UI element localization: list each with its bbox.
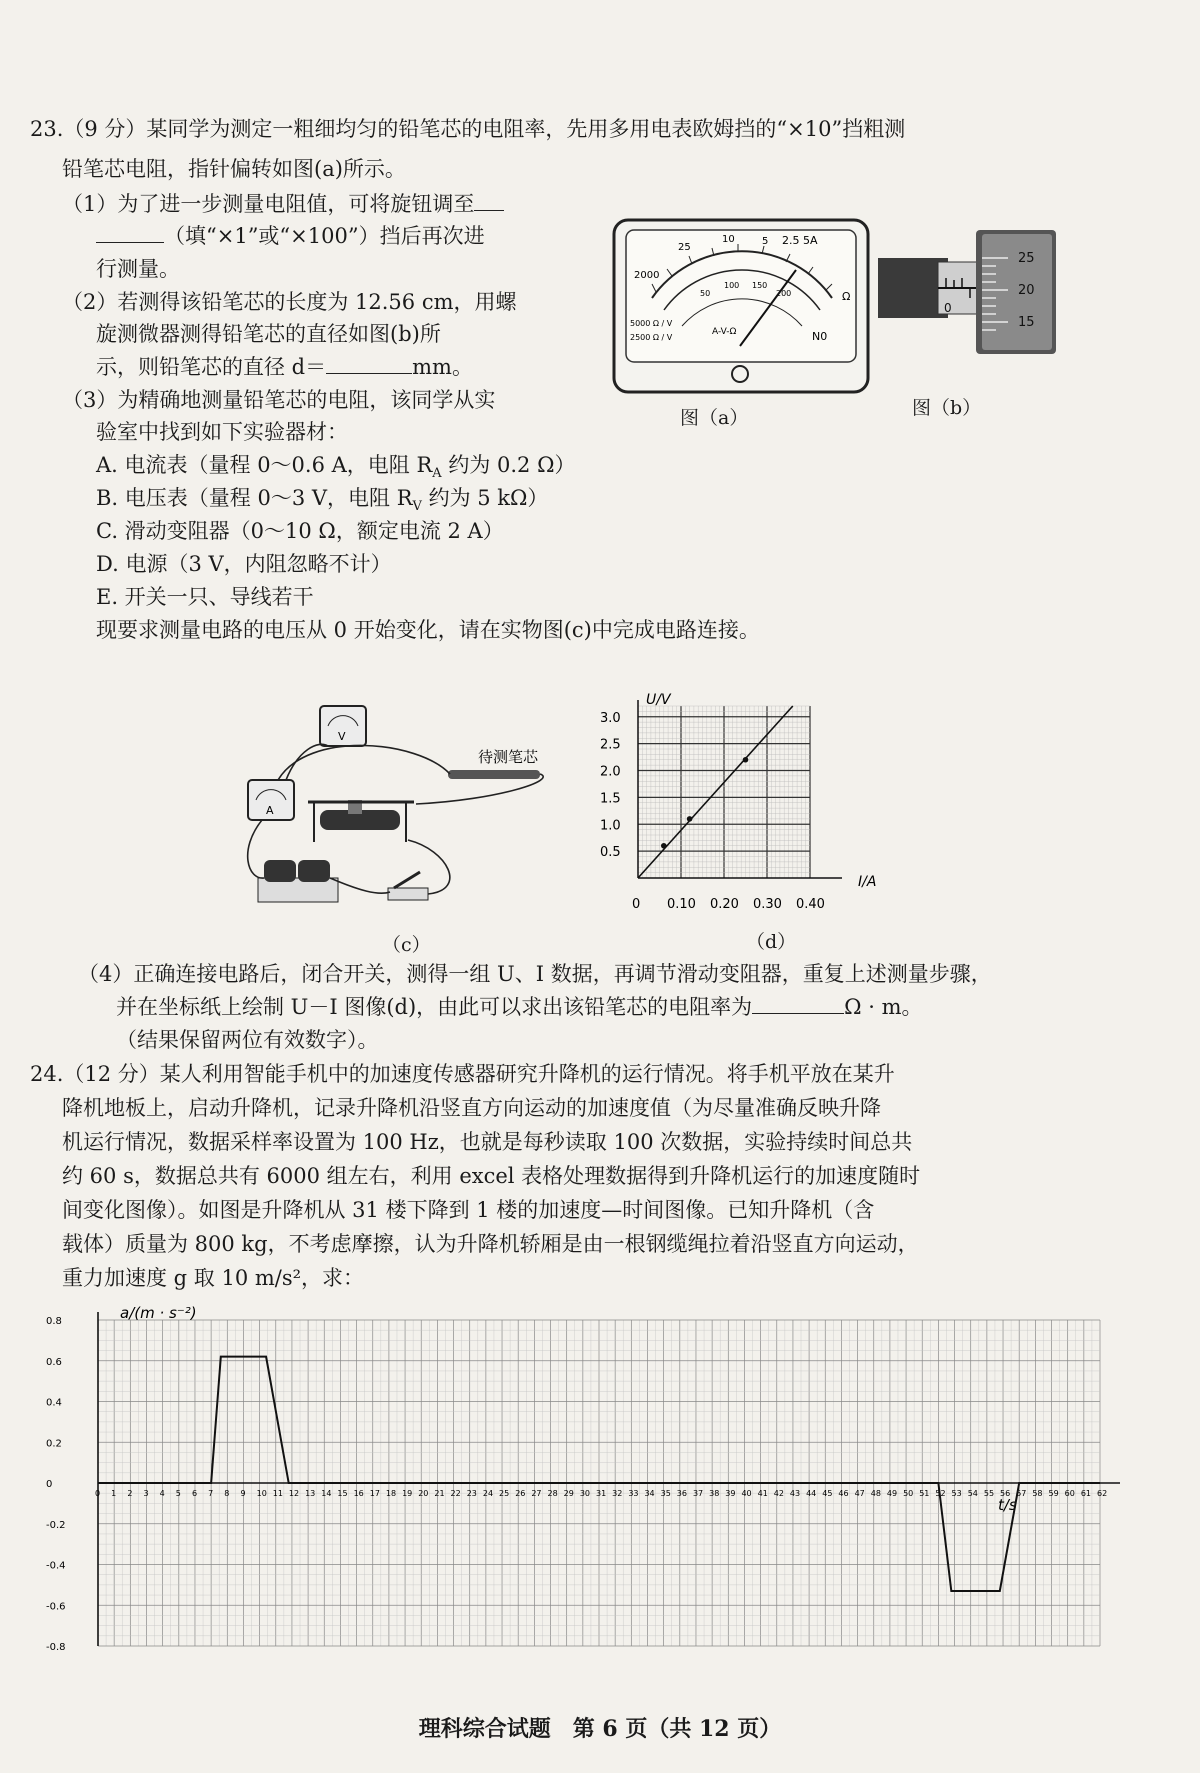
ui-x-tick: 0.40 xyxy=(796,897,825,912)
ui-data-point xyxy=(661,843,667,849)
at-x-tick: 39 xyxy=(725,1489,736,1498)
at-x-tick: 12 xyxy=(288,1489,300,1498)
page-footer: 理科综合试题 第 6 页（共 12 页） xyxy=(418,1716,782,1742)
at-x-tick: 32 xyxy=(612,1489,623,1498)
at-x-tick: 40 xyxy=(741,1489,752,1498)
micrometer-tick-15: 15 xyxy=(1018,315,1035,330)
meter-mid-50: 50 xyxy=(700,289,711,298)
ui-y-label: U/V xyxy=(646,692,671,708)
at-y-label: a/(m · s⁻²) xyxy=(120,1304,197,1322)
circuit-figure xyxy=(238,700,568,918)
ui-ticks xyxy=(600,711,825,912)
at-x-tick: 42 xyxy=(773,1489,784,1498)
q24-line1: 24.（12 分）某人利用智能手机中的加速度传感器研究升降机的运行情况。将手机平放在某升 xyxy=(30,1062,895,1086)
ui-y-tick: 0.5 xyxy=(600,845,621,861)
meter-ohm-symbol: Ω xyxy=(842,290,851,303)
q24-line6: 载体）质量为 800 kg，不考虑摩擦，认为升降机轿厢是由一根钢缆绳拉着沿竖直方向运动， xyxy=(62,1232,919,1256)
meter-mid-150: 150 xyxy=(752,281,768,290)
at-x-tick: 54 xyxy=(967,1489,978,1498)
at-y-tick: -0.8 xyxy=(46,1642,66,1653)
at-x-tick: 6 xyxy=(191,1489,198,1498)
at-x-tick: 44 xyxy=(806,1489,817,1498)
item-b-sub: V xyxy=(412,499,422,515)
acceleration-chart xyxy=(40,1300,1170,1670)
caption-a: 图（a） xyxy=(680,407,749,429)
at-x-tick: 28 xyxy=(547,1489,558,1498)
item-c: C. 滑动变阻器（0～10 Ω，额定电流 2 A） xyxy=(96,519,504,543)
at-x-tick: 49 xyxy=(886,1489,898,1498)
ui-y-tick: 2.5 xyxy=(600,737,621,753)
q23-part2-unit: mm。 xyxy=(412,355,473,379)
multimeter-figure xyxy=(612,218,870,394)
at-x-tick: 41 xyxy=(757,1489,768,1498)
ui-x-label: I/A xyxy=(858,874,877,890)
at-x-tick: 57 xyxy=(1016,1489,1027,1498)
at-x-tick: 47 xyxy=(854,1489,865,1498)
q23-part3-line2: 验室中找到如下实验器材： xyxy=(96,420,348,444)
at-x-tick: 46 xyxy=(838,1489,849,1498)
at-x-tick: 56 xyxy=(1000,1489,1011,1498)
ammeter xyxy=(248,780,294,820)
item-a xyxy=(96,451,576,488)
at-x-tick: 59 xyxy=(1048,1489,1059,1498)
at-x-tick: 5 xyxy=(175,1489,181,1498)
q24-line2: 降机地板上，启动升降机，记录升降机沿竖直方向运动的加速度值（为尽量准确反映升降 xyxy=(62,1096,881,1120)
q23-part1-text2: （填“×1”或“×100”）挡后再次进 xyxy=(164,224,485,248)
at-x-tick: 3 xyxy=(143,1489,149,1498)
at-x-tick: 8 xyxy=(224,1489,230,1498)
at-x-tick: 25 xyxy=(499,1489,510,1498)
meter-mid-200: 200 xyxy=(776,289,792,298)
q23-part1-line3: 行测量。 xyxy=(96,257,180,281)
at-x-tick: 24 xyxy=(482,1489,494,1498)
at-x-tick: 60 xyxy=(1064,1489,1075,1498)
q23-part4-text: 并在坐标纸上绘制 U－I 图像(d)，由此可以求出该铅笔芯的电阻率为 xyxy=(116,995,753,1019)
ui-y-tick: 1.0 xyxy=(600,818,621,834)
at-x-tick: 23 xyxy=(466,1489,477,1498)
at-x-tick: 48 xyxy=(870,1489,881,1498)
answer-blank xyxy=(752,993,844,1014)
at-x-tick: 53 xyxy=(951,1489,962,1498)
pencil-lead xyxy=(448,770,540,779)
meter-range: 2.5 5A xyxy=(782,234,818,247)
at-x-tick: 0 xyxy=(95,1489,101,1498)
at-x-tick: 11 xyxy=(272,1489,283,1498)
caption-d: （d） xyxy=(746,931,797,953)
ui-x-tick: 0.10 xyxy=(667,897,696,912)
meter-2000: 2000 xyxy=(634,270,660,281)
q23-part4-line2 xyxy=(116,993,923,1021)
at-x-tick: 18 xyxy=(385,1489,397,1498)
pencil-lead-label: 待测笔芯 xyxy=(478,748,539,766)
at-x-tick: 9 xyxy=(240,1489,246,1498)
at-x-tick: 35 xyxy=(660,1489,671,1498)
at-x-tick: 19 xyxy=(402,1489,413,1498)
ui-grid xyxy=(638,706,810,878)
meter-scale-10: 10 xyxy=(722,234,735,245)
meter-mid-100: 100 xyxy=(724,281,740,290)
at-x-label: t/s xyxy=(998,1496,1017,1514)
q23-part2-line3 xyxy=(96,353,473,381)
q24-line3: 机运行情况，数据采样率设置为 100 Hz，也就是每秒读取 100 次数据，实验持续时间总共 xyxy=(62,1130,913,1154)
q23-part3-line1: （3）为精确地测量铅笔芯的电阻，该同学从实 xyxy=(62,388,496,412)
at-y-tick: -0.2 xyxy=(46,1519,66,1531)
at-x-tick: 20 xyxy=(418,1489,429,1498)
item-a-sub: A xyxy=(432,466,442,482)
answer-blank xyxy=(474,190,504,211)
q23-part4-unit: Ω · m。 xyxy=(844,995,923,1019)
at-x-tick: 31 xyxy=(596,1489,607,1498)
at-x-tick: 43 xyxy=(789,1489,801,1498)
at-y-tick: 0.8 xyxy=(46,1316,62,1327)
at-x-tick: 30 xyxy=(579,1489,591,1498)
at-x-tick: 4 xyxy=(159,1489,165,1498)
meter-scale-5: 5 xyxy=(762,236,769,247)
at-x-tick: 51 xyxy=(919,1489,930,1498)
ui-y-tick: 1.5 xyxy=(600,791,621,807)
at-x-tick: 10 xyxy=(256,1489,267,1498)
item-a-text: A. 电流表（量程 0～0.6 A，电阻 R xyxy=(96,453,433,477)
meter-2500: 2500 Ω / V xyxy=(630,333,673,342)
at-y-tick: 0.2 xyxy=(46,1438,62,1450)
at-x-tick: 58 xyxy=(1032,1489,1043,1498)
q23-part2-line1: （2）若测得该铅笔芯的长度为 12.56 cm，用螺 xyxy=(62,290,517,314)
ui-origin: 0 xyxy=(632,897,641,912)
micrometer-figure xyxy=(878,228,1058,358)
q23-part2-line2: 旋测微器测得铅笔芯的直径如图(b)所 xyxy=(96,322,441,346)
q24-line7: 重力加速度 g 取 10 m/s²，求： xyxy=(62,1266,365,1290)
at-x-tick: 33 xyxy=(628,1489,639,1498)
answer-blank xyxy=(96,222,164,243)
at-x-tick: 52 xyxy=(935,1489,946,1498)
ui-data-point xyxy=(743,757,749,763)
ui-x-tick: 0.30 xyxy=(753,897,782,912)
at-x-tick: 22 xyxy=(450,1489,461,1498)
at-x-tick: 37 xyxy=(692,1489,704,1498)
item-d: D. 电源（3 V，内阻忽略不计） xyxy=(96,552,392,576)
at-x-tick: 2 xyxy=(127,1489,133,1498)
switch xyxy=(388,872,428,900)
micrometer-tick-20: 20 xyxy=(1018,283,1035,298)
at-y-tick: -0.6 xyxy=(46,1601,66,1613)
at-x-tick: 36 xyxy=(676,1489,687,1498)
at-x-tick: 15 xyxy=(337,1489,348,1498)
item-b xyxy=(96,484,548,521)
micrometer-zero: 0 xyxy=(944,301,952,315)
answer-blank xyxy=(326,353,412,374)
q23-part1-line1 xyxy=(62,190,504,218)
voltmeter xyxy=(320,706,366,746)
ammeter-label: A xyxy=(266,804,274,817)
at-x-tick: 50 xyxy=(903,1489,914,1498)
at-x-tick: 61 xyxy=(1080,1489,1092,1498)
micrometer-tick-25: 25 xyxy=(1018,251,1035,266)
at-x-tick: 7 xyxy=(208,1489,214,1498)
at-x-tick: 45 xyxy=(822,1489,833,1498)
at-x-tick: 29 xyxy=(563,1489,574,1498)
caption-b: 图（b） xyxy=(912,397,982,419)
meter-scale-25: 25 xyxy=(678,242,691,253)
q23-part1-text: （1）为了进一步测量电阻值，可将旋钮调至 xyxy=(62,192,475,216)
q24-line4: 约 60 s，数据总共有 6000 组左右，利用 excel 表格处理数据得到升降机运行的加速度随时 xyxy=(62,1164,921,1188)
q23-part4-line3: （结果保留两位有效数字）。 xyxy=(116,1028,379,1052)
battery xyxy=(258,860,338,902)
meter-avo: A-V-Ω xyxy=(712,327,737,337)
at-x-tick: 27 xyxy=(531,1489,542,1498)
at-x-tick: 38 xyxy=(709,1489,720,1498)
q23-part3-instruction: 现要求测量电路的电压从 0 开始变化，请在实物图(c)中完成电路连接。 xyxy=(96,618,760,642)
at-x-tick: 13 xyxy=(305,1489,316,1498)
ui-x-tick: 0.20 xyxy=(710,897,739,912)
q23-part1-line2 xyxy=(96,222,485,250)
rheostat xyxy=(308,800,414,842)
at-x-tick: 17 xyxy=(369,1489,380,1498)
at-ticks xyxy=(46,1316,1107,1653)
item-e: E. 开关一只、导线若干 xyxy=(96,585,314,609)
caption-c: （c） xyxy=(382,934,431,956)
at-x-tick: 55 xyxy=(983,1489,995,1498)
at-x-tick: 21 xyxy=(434,1489,445,1498)
meter-5000: 5000 Ω / V xyxy=(630,319,673,328)
at-x-tick: 16 xyxy=(353,1489,364,1498)
at-x-tick: 1 xyxy=(111,1489,117,1498)
meter-model: N0 xyxy=(812,330,828,343)
q23-part4-line1: （4）正确连接电路后，闭合开关，测得一组 U、I 数据，再调节滑动变阻器，重复上述测量步骤， xyxy=(78,962,992,986)
at-x-tick: 26 xyxy=(515,1489,526,1498)
item-a-end: 约为 0.2 Ω） xyxy=(441,453,576,477)
at-y-tick: -0.4 xyxy=(46,1560,66,1572)
at-y-tick: 0.6 xyxy=(46,1356,62,1368)
q24-line5: 间变化图像）。如图是升降机从 31 楼下降到 1 楼的加速度—时间图像。已知升降机（含 xyxy=(62,1198,875,1222)
item-b-text: B. 电压表（量程 0～3 V，电阻 R xyxy=(96,486,413,510)
ui-data-point xyxy=(687,816,693,822)
q23-part2-text: 示，则铅笔芯的直径 d＝ xyxy=(96,355,327,379)
at-x-tick: 14 xyxy=(321,1489,332,1498)
at-x-tick: 34 xyxy=(644,1489,655,1498)
voltmeter-label: V xyxy=(338,730,346,743)
item-b-end: 约为 5 kΩ） xyxy=(421,486,549,510)
ui-y-tick: 2.0 xyxy=(600,764,621,780)
at-y-tick: 0.4 xyxy=(46,1397,62,1409)
q23-head-line2: 铅笔芯电阻，指针偏转如图(a)所示。 xyxy=(62,157,406,181)
ui-y-tick: 3.0 xyxy=(600,710,621,726)
q23-head-line1: 23.（9 分）某同学为测定一粗细均匀的铅笔芯的电阻率，先用多用电表欧姆挡的“×10”挡粗测 xyxy=(30,117,906,141)
ui-graph xyxy=(596,690,896,922)
at-y-tick: 0 xyxy=(46,1479,53,1490)
at-x-tick: 62 xyxy=(1097,1489,1108,1498)
